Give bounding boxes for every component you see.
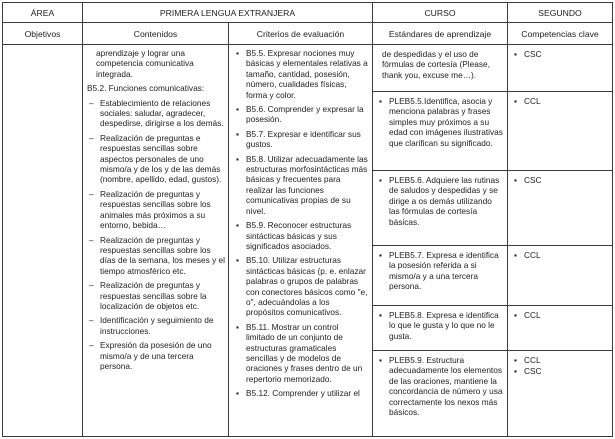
criterios-item-text: B5.10. Utilizar estructuras sintácticas básicas (p. e. enlazar palabras o grupos de palabras con conectores básicos como "e, o", adecuándolas a los propósitos comunicativos. xyxy=(246,255,368,318)
competencia-item xyxy=(508,49,610,59)
competencia-code: CSC xyxy=(524,49,542,59)
estandar-text: PLEB5.9. Estructura adecuadamente los elementos de las oraciones, mantiene la concordancia de número y usa correctamente los nexos más básicos. xyxy=(389,355,503,418)
criterios-bullet-item xyxy=(233,48,369,100)
estandar-row xyxy=(373,246,612,306)
bullet-marker-icon: ▪ xyxy=(514,355,517,365)
column-header-contenidos: Contenidos xyxy=(83,23,229,45)
criterios-item-text: B5.5. Expresar nociones muy básicas y elementales relativas a tamaño, cantidad, posesión, número, cualidades físicas, forma y color. xyxy=(246,48,368,100)
contenidos-item-text: Realización de preguntas y respuestas sencillas sobre los días de la semana, los meses y el tiempo atmosférico etc. xyxy=(100,234,225,276)
competencia-item xyxy=(508,250,610,260)
criterios-cell xyxy=(229,45,373,436)
criterios-bullet-item xyxy=(233,220,369,251)
estandar-text: PLEB5.8. Expresa e identifica lo que le gusta y lo que no le gusta. xyxy=(389,310,499,341)
criterios-item-text: B5.12. Comprender y utilizar el xyxy=(246,388,360,399)
criterios-bullet-item xyxy=(233,388,369,398)
estandar-cell xyxy=(373,351,508,436)
table-header-row-2 xyxy=(3,23,612,45)
estandar-row xyxy=(373,351,612,436)
bullet-marker-icon: ▪ xyxy=(514,96,517,106)
bullet-marker-icon: ▪ xyxy=(379,175,382,185)
criterios-item-text: B5.7. Expresar e identificar sus gustos. xyxy=(246,128,361,150)
estandar-cell xyxy=(373,45,508,91)
estandar-row xyxy=(373,92,612,171)
contenidos-item-text: Realización de preguntas y respuestas sencillas sobre los animales más próximos a su entorno, bebida… xyxy=(100,188,211,231)
competencia-item xyxy=(508,96,610,106)
header-segundo: SEGUNDO xyxy=(508,3,612,23)
contenidos-item-text: Expresión da posesión de uno mismo/a y de una tercera persona. xyxy=(100,340,212,371)
contenidos-dash-item xyxy=(87,133,225,185)
objetivos-cell xyxy=(3,45,83,436)
bullet-marker-icon: ▪ xyxy=(236,48,239,58)
bullet-marker-icon: ▪ xyxy=(236,388,239,399)
estandar-bullet-item xyxy=(373,250,504,292)
competencia-code: CCL xyxy=(524,250,541,260)
contenidos-dash-item xyxy=(87,280,225,311)
contenidos-item-text: Realización de preguntas y respuestas sencillas sobre la localización de objetos etc. xyxy=(100,280,207,311)
table-header-row-1 xyxy=(3,3,612,23)
header-primera-lengua-extranjera: PRIMERA LENGUA EXTRANJERA xyxy=(83,3,373,23)
contenidos-dash-item xyxy=(87,315,225,336)
competencias-cell xyxy=(508,92,612,170)
competencia-code: CCL xyxy=(524,355,541,365)
bullet-marker-icon: ▪ xyxy=(236,153,239,164)
estandar-text: PLEB5.5.Identifica, asocia y menciona palabras y frases simples muy próximos a su edad con imágenes ilustrativas que clarifican su significado. xyxy=(389,96,503,148)
bullet-marker-icon: ▪ xyxy=(514,366,517,377)
bullet-marker-icon: ▪ xyxy=(236,220,239,231)
bullet-marker-icon: ▪ xyxy=(379,96,382,106)
competencia-item xyxy=(508,175,610,185)
bullet-marker-icon: ▪ xyxy=(236,321,239,332)
contenidos-cell xyxy=(83,45,229,436)
competencia-item xyxy=(508,355,610,365)
curriculum-table xyxy=(2,2,613,437)
bullet-marker-icon: ▪ xyxy=(236,255,239,266)
competencia-item xyxy=(508,310,610,320)
header-area: ÁREA xyxy=(3,3,83,23)
dash-marker-icon: – xyxy=(89,97,94,108)
column-header-competencias: Competencias clave xyxy=(508,23,612,45)
column-header-objetivos: Objetivos xyxy=(3,23,83,45)
contenidos-dash-item xyxy=(87,98,225,129)
bullet-marker-icon: ▪ xyxy=(514,250,517,260)
dash-marker-icon: – xyxy=(89,315,94,326)
estandar-bullet-item xyxy=(373,175,504,227)
criterios-bullet-item xyxy=(233,104,369,125)
bullet-marker-icon: ▪ xyxy=(514,175,517,185)
estandar-bullet-item xyxy=(373,310,504,341)
contenidos-continuation-paragraph: aprendizaje y lograr una competencia comunicativa integrada. xyxy=(96,48,194,79)
estandares-subrows xyxy=(373,45,612,436)
estandar-cell xyxy=(373,92,508,170)
contenidos-dash-item xyxy=(87,189,225,231)
criterios-bullet-item xyxy=(233,154,369,216)
dash-marker-icon: – xyxy=(89,280,94,291)
dash-marker-icon: – xyxy=(89,132,94,143)
contenidos-item-text: Establecimiento de relaciones sociales: saludar, agradecer, despedirse, dirigirse a los demás. xyxy=(100,97,224,129)
criterios-item-text: B5.8. Utilizar adecuadamente las estructuras morfosintácticas más básicas y frecuentes para realizar las funciones comunicativas propias de su nivel. xyxy=(246,153,368,216)
bullet-marker-icon: ▪ xyxy=(514,49,517,59)
table-body-row xyxy=(3,45,612,436)
competencias-cell xyxy=(508,171,612,245)
bullet-marker-icon: ▪ xyxy=(379,355,382,365)
criterios-item-text: B5.11. Mostrar un control limitado de un conjunto de estructuras gramaticales sencillas y de modelos de oraciones y frases dentro de un repertorio memorizado. xyxy=(246,321,363,384)
estandar-row xyxy=(373,306,612,351)
estandar-text: PLEB5.7. Expresa e identifica la posesión referida a si mismo/a y a una tercera persona. xyxy=(389,250,499,292)
competencia-code: CSC xyxy=(524,175,542,185)
estandar-cell xyxy=(373,171,508,245)
competencias-cell xyxy=(508,351,612,436)
dash-marker-icon: – xyxy=(89,340,94,351)
bullet-marker-icon: ▪ xyxy=(379,310,382,320)
estandar-bullet-item xyxy=(373,355,504,417)
criterios-bullet-item xyxy=(233,129,369,150)
estandar-row xyxy=(373,171,612,246)
competencia-code: CCL xyxy=(524,310,541,320)
estandares-competencias-cell xyxy=(373,45,612,436)
dash-marker-icon: – xyxy=(89,188,94,199)
competencia-item xyxy=(508,366,610,376)
criterios-bullet-item xyxy=(233,255,369,317)
contenidos-dash-item xyxy=(87,340,225,371)
bullet-marker-icon: ▪ xyxy=(514,310,517,320)
competencia-code: CCL xyxy=(524,96,541,106)
contenidos-item-text: Identificación y seguimiento de instrucciones. xyxy=(100,315,214,336)
column-header-estandares: Estándares de aprendizaje xyxy=(373,23,508,45)
criterios-item-text: B5.9. Reconocer estructuras sintácticas básicas y sus significados asociados. xyxy=(246,220,352,251)
competencias-cell xyxy=(508,45,612,91)
estandar-continuation-text: de despedidas y el uso de fórmulas de cortesía (Please, thank you, excuse me…). xyxy=(382,49,490,80)
contenidos-dash-item xyxy=(87,235,225,277)
estandar-cell xyxy=(373,306,508,350)
criterios-bullet-item xyxy=(233,322,369,384)
dash-marker-icon: – xyxy=(89,234,94,245)
criterios-item-text: B5.6. Comprender y expresar la posesión. xyxy=(246,104,364,125)
competencias-cell xyxy=(508,246,612,305)
header-curso: CURSO xyxy=(373,3,508,23)
competencias-cell xyxy=(508,306,612,350)
column-header-criterios: Criterios de evaluación xyxy=(229,23,373,45)
bullet-marker-icon: ▪ xyxy=(379,250,382,260)
bullet-marker-icon: ▪ xyxy=(236,104,239,115)
contenidos-heading: B5.2. Funciones comunicativas: xyxy=(87,83,205,94)
estandar-row xyxy=(373,45,612,92)
estandar-text: PLEB5.6. Adquiere las rutinas de saludos y despedidas y se dirige a os demás utilizando las fórmulas de cortesía básicas. xyxy=(389,175,500,227)
contenidos-item-text: Realización de preguntas e respuestas sencillas sobre aspectos personales de uno mismo/a y de los y de las demás (nombre, apellido, edad, gustos). xyxy=(100,132,222,185)
bullet-marker-icon: ▪ xyxy=(236,128,239,139)
estandar-cell xyxy=(373,246,508,305)
competencia-code: CSC xyxy=(524,366,542,377)
estandar-bullet-item xyxy=(373,96,504,148)
